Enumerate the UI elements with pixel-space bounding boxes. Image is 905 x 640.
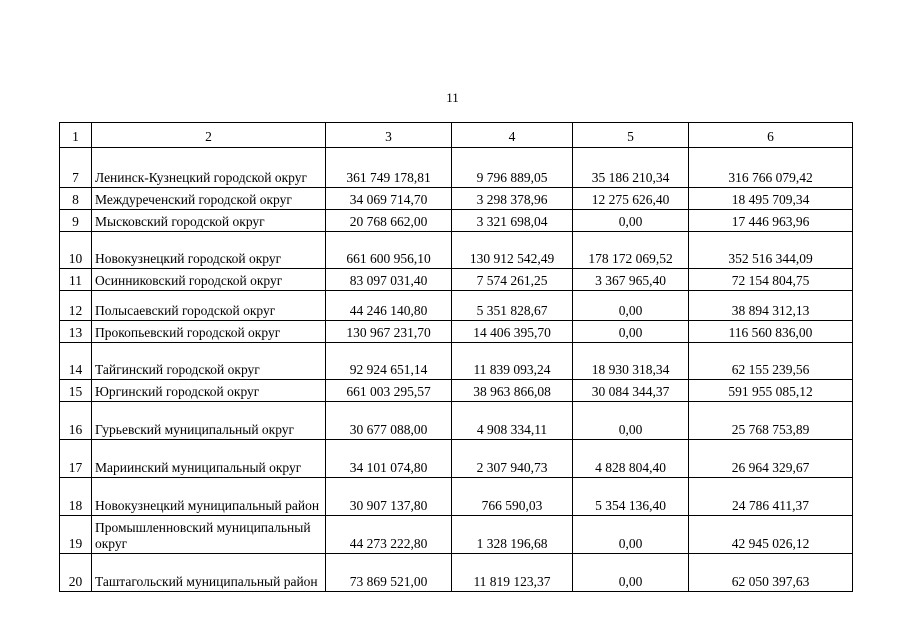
municipality-name: Полысаевский городской округ xyxy=(92,291,326,321)
value-col-5: 18 930 318,34 xyxy=(573,343,689,380)
value-col-6: 26 964 329,67 xyxy=(689,440,853,478)
value-col-3: 92 924 651,14 xyxy=(326,343,452,380)
value-col-6: 24 786 411,37 xyxy=(689,478,853,516)
municipality-name: Юргинский городской округ xyxy=(92,380,326,402)
value-col-3: 34 101 074,80 xyxy=(326,440,452,478)
value-col-4: 2 307 940,73 xyxy=(452,440,573,478)
value-col-5: 0,00 xyxy=(573,210,689,232)
value-col-4: 3 298 378,96 xyxy=(452,188,573,210)
value-col-5: 0,00 xyxy=(573,321,689,343)
municipality-name: Новокузнецкий муниципальный район xyxy=(92,478,326,516)
row-number: 17 xyxy=(60,440,92,478)
value-col-4: 5 351 828,67 xyxy=(452,291,573,321)
table-row xyxy=(60,210,853,232)
municipality-name: Прокопьевский городской округ xyxy=(92,321,326,343)
value-col-3: 361 749 178,81 xyxy=(326,148,452,188)
value-col-3: 44 273 222,80 xyxy=(326,516,452,554)
table-row xyxy=(60,380,853,402)
value-col-4: 9 796 889,05 xyxy=(452,148,573,188)
value-col-6: 72 154 804,75 xyxy=(689,269,853,291)
municipality-name: Мариинский муниципальный округ xyxy=(92,440,326,478)
municipality-name: Ленинск-Кузнецкий городской округ xyxy=(92,148,326,188)
value-col-6: 62 050 397,63 xyxy=(689,554,853,592)
value-col-4: 4 908 334,11 xyxy=(452,402,573,440)
column-header: 6 xyxy=(689,123,853,148)
value-col-3: 83 097 031,40 xyxy=(326,269,452,291)
municipality-name: Таштагольский муниципальный район xyxy=(92,554,326,592)
table-row xyxy=(60,343,853,380)
municipality-name: Междуреченский городской округ xyxy=(92,188,326,210)
value-col-4: 14 406 395,70 xyxy=(452,321,573,343)
municipality-name: Гурьевский муниципальный округ xyxy=(92,402,326,440)
value-col-5: 35 186 210,34 xyxy=(573,148,689,188)
row-number: 10 xyxy=(60,232,92,269)
table-row xyxy=(60,402,853,440)
value-col-4: 38 963 866,08 xyxy=(452,380,573,402)
value-col-6: 116 560 836,00 xyxy=(689,321,853,343)
value-col-5: 0,00 xyxy=(573,402,689,440)
value-col-5: 4 828 804,40 xyxy=(573,440,689,478)
value-col-6: 316 766 079,42 xyxy=(689,148,853,188)
table-row xyxy=(60,232,853,269)
value-col-6: 25 768 753,89 xyxy=(689,402,853,440)
value-col-3: 34 069 714,70 xyxy=(326,188,452,210)
budget-table xyxy=(59,122,853,592)
value-col-4: 1 328 196,68 xyxy=(452,516,573,554)
row-number: 16 xyxy=(60,402,92,440)
municipality-name: Промышленновский муниципальный округ xyxy=(92,516,326,554)
table-row xyxy=(60,321,853,343)
value-col-3: 130 967 231,70 xyxy=(326,321,452,343)
value-col-3: 661 003 295,57 xyxy=(326,380,452,402)
row-number: 13 xyxy=(60,321,92,343)
row-number: 7 xyxy=(60,148,92,188)
municipality-name: Новокузнецкий городской округ xyxy=(92,232,326,269)
table-row xyxy=(60,554,853,592)
column-header: 4 xyxy=(452,123,573,148)
row-number: 9 xyxy=(60,210,92,232)
value-col-5: 30 084 344,37 xyxy=(573,380,689,402)
value-col-3: 30 907 137,80 xyxy=(326,478,452,516)
value-col-3: 73 869 521,00 xyxy=(326,554,452,592)
value-col-6: 352 516 344,09 xyxy=(689,232,853,269)
value-col-4: 3 321 698,04 xyxy=(452,210,573,232)
row-number: 12 xyxy=(60,291,92,321)
value-col-5: 0,00 xyxy=(573,291,689,321)
page-number: 11 xyxy=(446,90,459,105)
value-col-5: 5 354 136,40 xyxy=(573,478,689,516)
municipality-name: Осинниковский городской округ xyxy=(92,269,326,291)
value-col-6: 17 446 963,96 xyxy=(689,210,853,232)
column-header: 2 xyxy=(92,123,326,148)
value-col-6: 62 155 239,56 xyxy=(689,343,853,380)
value-col-4: 130 912 542,49 xyxy=(452,232,573,269)
row-number: 20 xyxy=(60,554,92,592)
row-number: 14 xyxy=(60,343,92,380)
value-col-6: 18 495 709,34 xyxy=(689,188,853,210)
value-col-4: 766 590,03 xyxy=(452,478,573,516)
row-number: 19 xyxy=(60,516,92,554)
table-row xyxy=(60,516,853,554)
table-row xyxy=(60,291,853,321)
municipality-name: Тайгинский городской округ xyxy=(92,343,326,380)
table-row xyxy=(60,440,853,478)
value-col-5: 3 367 965,40 xyxy=(573,269,689,291)
table-row xyxy=(60,478,853,516)
value-col-5: 178 172 069,52 xyxy=(573,232,689,269)
row-number: 18 xyxy=(60,478,92,516)
value-col-3: 20 768 662,00 xyxy=(326,210,452,232)
table-row xyxy=(60,148,853,188)
row-number: 15 xyxy=(60,380,92,402)
value-col-5: 12 275 626,40 xyxy=(573,188,689,210)
value-col-6: 42 945 026,12 xyxy=(689,516,853,554)
value-col-5: 0,00 xyxy=(573,516,689,554)
row-number: 8 xyxy=(60,188,92,210)
table-row xyxy=(60,269,853,291)
table-header-row xyxy=(60,123,853,148)
column-header: 1 xyxy=(60,123,92,148)
value-col-4: 7 574 261,25 xyxy=(452,269,573,291)
value-col-4: 11 839 093,24 xyxy=(452,343,573,380)
value-col-3: 30 677 088,00 xyxy=(326,402,452,440)
column-header: 3 xyxy=(326,123,452,148)
value-col-4: 11 819 123,37 xyxy=(452,554,573,592)
value-col-3: 44 246 140,80 xyxy=(326,291,452,321)
row-number: 11 xyxy=(60,269,92,291)
value-col-5: 0,00 xyxy=(573,554,689,592)
column-header: 5 xyxy=(573,123,689,148)
table-row xyxy=(60,188,853,210)
municipality-name: Мысковский городской округ xyxy=(92,210,326,232)
value-col-6: 591 955 085,12 xyxy=(689,380,853,402)
value-col-3: 661 600 956,10 xyxy=(326,232,452,269)
value-col-6: 38 894 312,13 xyxy=(689,291,853,321)
